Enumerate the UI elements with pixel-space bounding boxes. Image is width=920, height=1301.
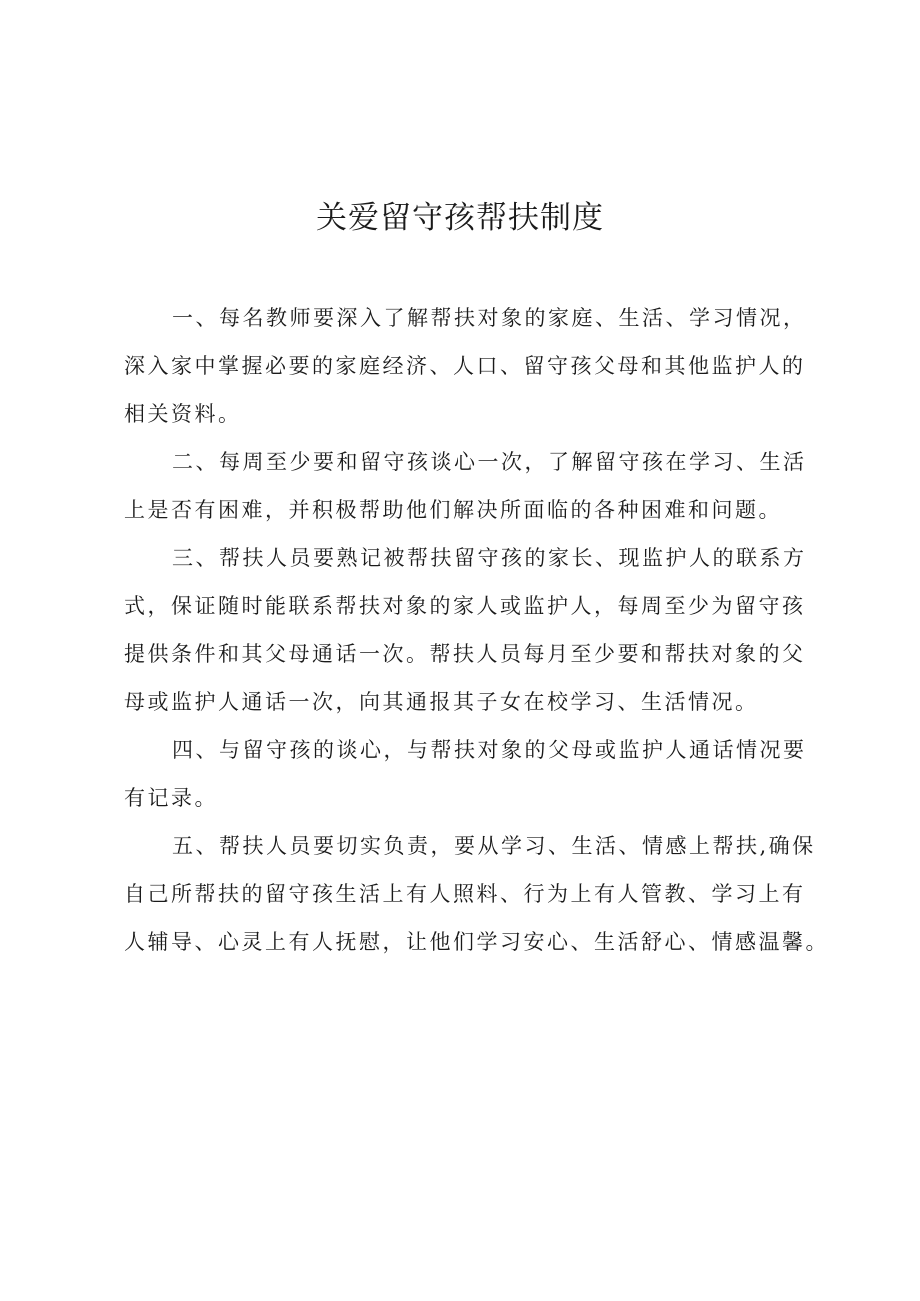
paragraph-line: 四、与留守孩的谈心，与帮扶对象的父母或监护人通话情况要: [172, 738, 807, 762]
paragraph-line: 三、帮扶人员要熟记被帮扶留守孩的家长、现监护人的联系方: [172, 546, 807, 570]
paragraph-line: 深入家中掌握必要的家庭经济、人口、留守孩父母和其他监护人的: [124, 354, 806, 378]
paragraph-5: [124, 822, 829, 966]
paragraph-line: 相关资料。: [124, 402, 242, 426]
paragraph-line: 一、每名教师要深入了解帮扶对象的家庭、生活、学习情况，: [172, 306, 807, 330]
paragraph-line: 五、帮扶人员要切实负责，要从学习、生活、情感上帮扶,确保: [172, 834, 816, 858]
document-body: [124, 294, 829, 966]
paragraph-line: 自己所帮扶的留守孩生活上有人照料、行为上有人管教、学习上有: [124, 882, 806, 906]
paragraph-2: [124, 438, 814, 534]
paragraph-line: 提供条件和其父母通话一次。帮扶人员每月至少要和帮扶对象的父: [124, 642, 806, 666]
paragraph-line: 母或监护人通话一次，向其通报其子女在校学习、生活情况。: [124, 690, 759, 714]
document-title: 关爱留守孩帮扶制度: [316, 200, 604, 236]
paragraph-3: [124, 534, 814, 726]
paragraph-1: [124, 294, 814, 438]
paragraph-line: 人辅导、心灵上有人抚慰，让他们学习安心、生活舒心、情感温馨。: [124, 930, 829, 954]
paragraph-line: 二、每周至少要和留守孩谈心一次，了解留守孩在学习、生活: [172, 450, 807, 474]
paragraph-4: [124, 726, 814, 822]
paragraph-line: 上是否有困难，并积极帮助他们解决所面临的各种困难和问题。: [124, 498, 782, 522]
paragraph-line: 有记录。: [124, 786, 218, 810]
paragraph-line: 式，保证随时能联系帮扶对象的家人或监护人，每周至少为留守孩: [124, 594, 806, 618]
